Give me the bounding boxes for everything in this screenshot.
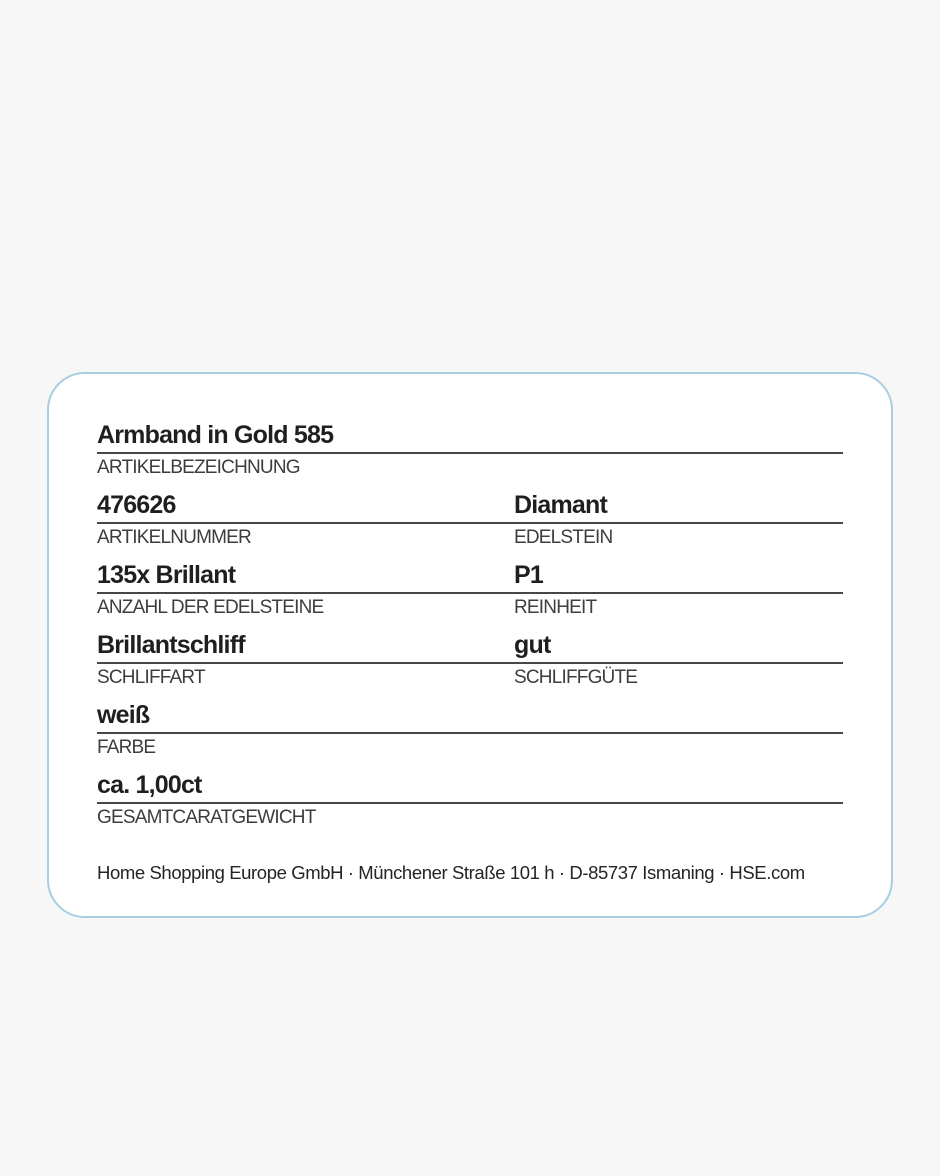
field-label: REINHEIT <box>514 597 597 618</box>
field-label: GESAMTCARATGEWICHT <box>97 807 316 828</box>
field-value: 476626 <box>97 491 176 519</box>
field-row-artikelbezeichnung <box>97 420 843 478</box>
field-value: weiß <box>97 701 150 729</box>
divider-line <box>97 802 843 804</box>
divider-line <box>97 732 843 734</box>
field-row-schliffart-schliffguete <box>97 630 843 688</box>
field-row-artikelnummer-edelstein <box>97 490 843 548</box>
field-label: SCHLIFFART <box>97 667 205 688</box>
field-row-anzahl-reinheit <box>97 560 843 618</box>
field-value: Brillantschliff <box>97 631 245 659</box>
divider-line <box>97 522 843 524</box>
field-label: ANZAHL DER EDELSTEINE <box>97 597 324 618</box>
divider-line <box>97 452 843 454</box>
company-address-footer: Home Shopping Europe GmbH · Münchener Straße 101 h · D-85737 Ismaning · HSE.com <box>97 862 805 883</box>
field-label: EDELSTEIN <box>514 527 613 548</box>
field-value: Diamant <box>514 491 608 519</box>
field-value: ca. 1,00ct <box>97 771 202 799</box>
field-row-farbe <box>97 700 843 758</box>
field-value: Armband in Gold 585 <box>97 421 334 449</box>
product-spec-card <box>47 372 893 918</box>
field-label: ARTIKELBEZEICHNUNG <box>97 457 300 478</box>
field-label: SCHLIFFGÜTE <box>514 667 638 688</box>
field-value: 135x Brillant <box>97 561 236 589</box>
divider-line <box>97 592 843 594</box>
field-value: gut <box>514 631 551 659</box>
field-value: P1 <box>514 561 543 589</box>
divider-line <box>97 662 843 664</box>
field-row-gesamtcaratgewicht <box>97 770 843 828</box>
field-label: FARBE <box>97 737 156 758</box>
field-label: ARTIKELNUMMER <box>97 527 251 548</box>
